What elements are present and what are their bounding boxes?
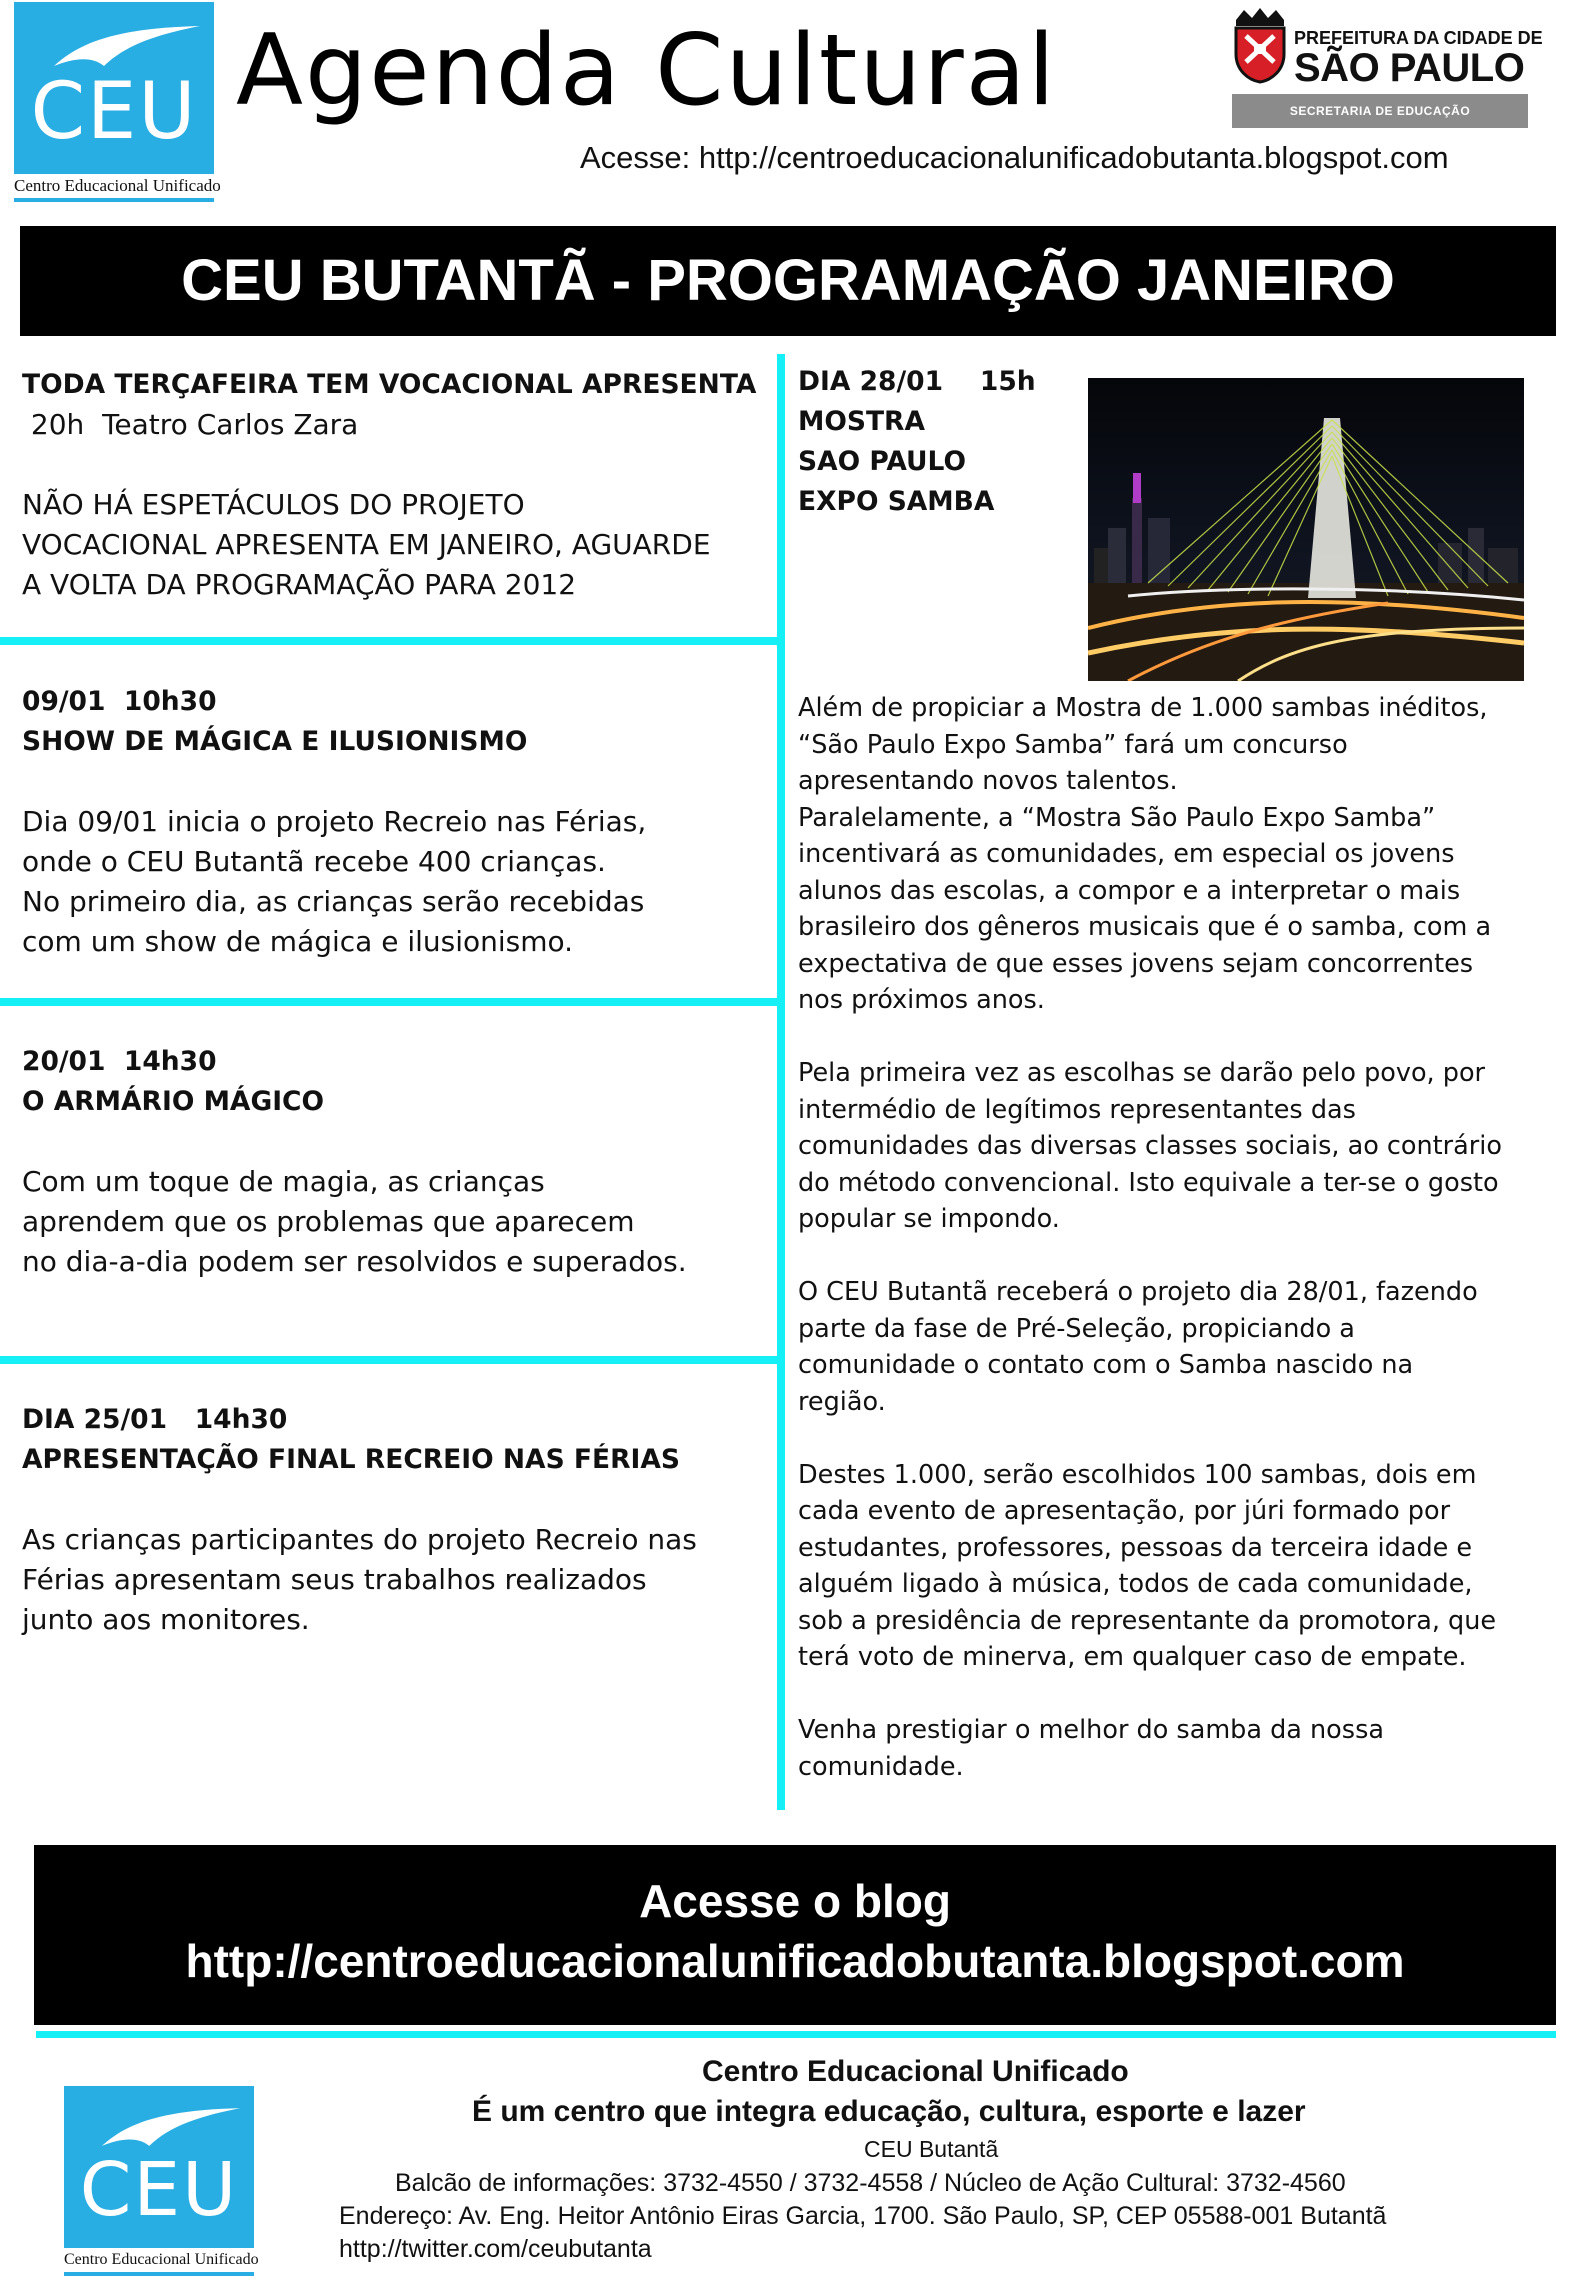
event-block-magic-show bbox=[22, 682, 772, 962]
description-line: comunidades das diversas classes sociais, ao contrário bbox=[798, 1131, 1502, 1161]
prefeitura-line1: PREFEITURA DA CIDADE DE bbox=[1294, 28, 1543, 48]
event-block-final-recreio bbox=[22, 1400, 772, 1640]
blog-access-line[interactable]: Acesse: http://centroeducacionalunificadobutanta.blogspot.com bbox=[580, 140, 1449, 175]
expo-samba-title-line: MOSTRA bbox=[798, 406, 925, 437]
description-line: estudantes, professores, pessoas da terceira idade e bbox=[798, 1532, 1473, 1563]
description-line: expectativa de que esses jovens sejam concorrentes bbox=[798, 948, 1474, 979]
event-subheading: 20h Teatro Carlos Zara bbox=[22, 408, 359, 441]
event-date: 09/01 10h30 bbox=[22, 686, 217, 717]
description-line: Além de propiciar a Mostra de 1.000 sambas inéditos, bbox=[798, 693, 1488, 723]
event-text-line: com um show de mágica e ilusionismo. bbox=[22, 925, 574, 958]
description-paragraph bbox=[798, 1055, 1568, 1238]
description-line: O CEU Butantã receberá o projeto dia 28/01, fazendo bbox=[798, 1277, 1478, 1307]
sao-paulo-coat-of-arms-icon bbox=[1232, 6, 1288, 84]
footer-tagline: É um centro que integra educação, cultura, esporte e lazer bbox=[472, 2095, 1306, 2128]
description-line: Destes 1.000, serão escolhidos 100 sambas, dois em bbox=[798, 1459, 1477, 1490]
sao-paulo-bridge-photo bbox=[1088, 378, 1524, 681]
description-line: apresentando novos talentos. bbox=[798, 766, 1178, 796]
prefeitura-logo bbox=[1230, 6, 1543, 130]
event-title: SHOW DE MÁGICA E ILUSIONISMO bbox=[22, 726, 528, 757]
description-line: popular se impondo. bbox=[798, 1204, 1060, 1234]
event-block-vocacional bbox=[22, 365, 772, 605]
event-text-line: junto aos monitores. bbox=[22, 1603, 310, 1636]
event-text-line: VOCACIONAL APRESENTA EM JANEIRO, AGUARDE bbox=[22, 528, 711, 561]
description-line: nos próximos anos. bbox=[798, 985, 1045, 1015]
description-line: Venha prestigiar o melhor do samba da nossa bbox=[798, 1715, 1384, 1745]
expo-samba-date: DIA 28/01 15h bbox=[798, 366, 1036, 397]
bird-icon bbox=[52, 22, 202, 70]
section-divider-2 bbox=[0, 998, 785, 1006]
description-line: sob a presidência de representante da promotora, que bbox=[798, 1605, 1497, 1636]
ceu-logo-text: CEU bbox=[30, 67, 198, 157]
description-line: “São Paulo Expo Samba” fará um concurso bbox=[798, 729, 1348, 760]
description-paragraph bbox=[798, 690, 1568, 1019]
description-line: brasileiro dos gêneros musicais que é o samba, com a bbox=[798, 912, 1492, 942]
description-line: parte da fase de Pré-Seleção, propiciando a bbox=[798, 1313, 1355, 1344]
event-text-line: No primeiro dia, as crianças serão recebidas bbox=[22, 885, 645, 918]
section-divider-1 bbox=[0, 637, 785, 645]
page-title: Agenda Cultural bbox=[236, 14, 1057, 128]
program-banner bbox=[20, 226, 1556, 336]
description-paragraph bbox=[798, 1274, 1568, 1420]
description-line: Paralelamente, a “Mostra São Paulo Expo Samba” bbox=[798, 802, 1436, 833]
description-line: terá voto de minerva, em qualquer caso de empate. bbox=[798, 1642, 1467, 1672]
expo-samba-description bbox=[798, 690, 1568, 1785]
event-heading: TODA TERÇAFEIRA TEM VOCACIONAL APRESENTA bbox=[22, 369, 757, 400]
expo-samba-heading bbox=[798, 362, 1078, 522]
program-banner-title: CEU BUTANTÃ - PROGRAMAÇÃO JANEIRO bbox=[181, 248, 1395, 313]
event-title: O ARMÁRIO MÁGICO bbox=[22, 1086, 325, 1117]
description-line: comunidade o contato com o Samba nascido na bbox=[798, 1350, 1414, 1380]
description-line: do método convencional. Isto equivale a ter-se o gosto bbox=[798, 1167, 1499, 1198]
description-line: incentivará as comunidades, em especial os jovens bbox=[798, 839, 1455, 869]
blog-banner-title: Acesse o blog bbox=[639, 1875, 951, 1927]
footer-ceu-logo bbox=[64, 2086, 259, 2276]
ceu-logo-subtitle: Centro Educacional Unificado bbox=[64, 2248, 254, 2272]
column-divider bbox=[777, 354, 785, 1810]
footer-unit: CEU Butantã bbox=[864, 2136, 999, 2162]
event-text-line: aprendem que os problemas que aparecem bbox=[22, 1205, 635, 1238]
event-text-line: Dia 09/01 inicia o projeto Recreio nas Férias, bbox=[22, 805, 647, 838]
event-date: DIA 25/01 14h30 bbox=[22, 1404, 288, 1435]
description-line: alunos das escolas, a compor e a interpretar o mais bbox=[798, 875, 1461, 906]
prefeitura-line2: SÃO PAULO bbox=[1294, 46, 1525, 90]
footer-address: Endereço: Av. Eng. Heitor Antônio Eiras Garcia, 1700. São Paulo, SP, CEP 05588-001 Butantã bbox=[339, 2202, 1387, 2230]
section-divider-3 bbox=[0, 1356, 785, 1364]
blog-banner bbox=[34, 1845, 1556, 2025]
description-line: intermédio de legítimos representantes das bbox=[798, 1094, 1356, 1125]
footer-divider bbox=[36, 2031, 1556, 2038]
description-line: comunidade. bbox=[798, 1751, 964, 1782]
event-title: APRESENTAÇÃO FINAL RECREIO NAS FÉRIAS bbox=[22, 1444, 680, 1475]
ceu-logo-text: CEU bbox=[79, 2147, 239, 2233]
event-text-line: Com um toque de magia, as crianças bbox=[22, 1165, 545, 1198]
footer-twitter-link[interactable]: http://twitter.com/ceubutanta bbox=[339, 2235, 652, 2263]
event-text-line: Férias apresentam seus trabalhos realizados bbox=[22, 1563, 647, 1596]
secretaria-bar: SECRETARIA DE EDUCAÇÃO bbox=[1232, 94, 1528, 128]
footer-org-name: Centro Educacional Unificado bbox=[702, 2055, 1129, 2088]
event-text-line: NÃO HÁ ESPETÁCULOS DO PROJETO bbox=[22, 488, 525, 521]
expo-samba-title-line: EXPO SAMBA bbox=[798, 486, 995, 517]
footer-phones: Balcão de informações: 3732-4550 / 3732-4558 / Núcleo de Ação Cultural: 3732-4560 bbox=[395, 2169, 1346, 2197]
event-date: 20/01 14h30 bbox=[22, 1046, 217, 1077]
blog-banner-url[interactable]: http://centroeducacionalunificadobutanta.blogspot.com bbox=[185, 1935, 1405, 1987]
description-line: cada evento de apresentação, por júri formado por bbox=[798, 1496, 1451, 1526]
description-line: alguém ligado à música, todos de cada comunidade, bbox=[798, 1569, 1473, 1599]
ceu-logo-subtitle: Centro Educacional Unificado bbox=[14, 174, 214, 198]
event-text-line: onde o CEU Butantã recebe 400 crianças. bbox=[22, 845, 606, 878]
event-text-line: A VOLTA DA PROGRAMAÇÃO PARA 2012 bbox=[22, 568, 577, 601]
event-block-armario-magico bbox=[22, 1042, 772, 1282]
expo-samba-title-line: SAO PAULO bbox=[798, 446, 967, 477]
event-text-line: no dia-a-dia podem ser resolvidos e superados. bbox=[22, 1245, 687, 1278]
description-paragraph bbox=[798, 1457, 1568, 1676]
description-line: região. bbox=[798, 1386, 886, 1417]
description-paragraph bbox=[798, 1712, 1568, 1785]
description-line: Pela primeira vez as escolhas se darão pelo povo, por bbox=[798, 1058, 1486, 1088]
event-text-line: As crianças participantes do projeto Recreio nas bbox=[22, 1523, 697, 1556]
ceu-logo bbox=[14, 2, 221, 202]
